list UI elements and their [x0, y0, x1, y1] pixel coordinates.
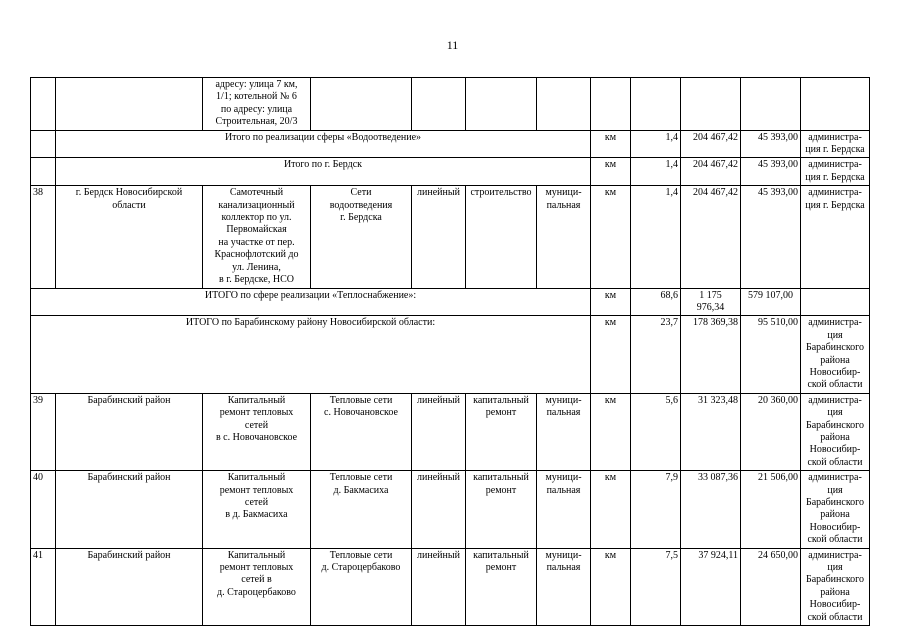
table-cell: 204 467,42 — [681, 130, 741, 158]
table-cell: муници- пальная — [537, 471, 591, 548]
table-cell: км — [591, 316, 631, 393]
table-row — [31, 130, 870, 158]
table-cell: 579 107,00 — [741, 288, 801, 316]
table-cell: капитальный ремонт — [466, 548, 537, 625]
table-cell: муници- пальная — [537, 393, 591, 470]
table-row — [31, 288, 870, 316]
table-cell: 204 467,42 — [681, 186, 741, 288]
table-cell: Тепловые сети д. Бакмасиха — [311, 471, 412, 548]
table-cell: 23,7 — [631, 316, 681, 393]
projects-table — [30, 77, 870, 626]
table-cell: капитальный ремонт — [466, 471, 537, 548]
table-cell: км — [591, 130, 631, 158]
table-body — [31, 78, 870, 626]
table-cell: Самотечный канализационный коллектор по ул. Первомайская на участке от пер. Краснофлотский до ул. Ленина, в г. Бердске, НСО — [203, 186, 311, 288]
table-cell: км — [591, 393, 631, 470]
table-cell: 40 — [31, 471, 56, 548]
table-cell: 33 087,36 — [681, 471, 741, 548]
table-cell: 178 369,38 — [681, 316, 741, 393]
table-cell — [591, 78, 631, 131]
table-cell: 5,6 — [631, 393, 681, 470]
table-cell — [741, 78, 801, 131]
table-cell: 7,5 — [631, 548, 681, 625]
table-cell — [311, 78, 412, 131]
table-cell: Итого по реализации сферы «Водоотведение» — [56, 130, 591, 158]
table-cell: км — [591, 186, 631, 288]
table-cell: км — [591, 548, 631, 625]
table-cell: линейный — [412, 393, 466, 470]
table-cell: 21 506,00 — [741, 471, 801, 548]
table-cell — [466, 78, 537, 131]
table-cell: 95 510,00 — [741, 316, 801, 393]
page-number: 11 — [446, 38, 459, 52]
table-cell: администра- ция г. Бердска — [801, 130, 870, 158]
table-cell: 7,9 — [631, 471, 681, 548]
table-cell: 31 323,48 — [681, 393, 741, 470]
table-cell: капитальный ремонт — [466, 393, 537, 470]
table-cell: 68,6 — [631, 288, 681, 316]
table-cell: 45 393,00 — [741, 186, 801, 288]
table-cell: администра- ция г. Бердска — [801, 158, 870, 186]
table-cell: администра- ция Барабинского района Новосибир- ской области — [801, 548, 870, 625]
table-cell: адресу: улица 7 км, 1/1; котельной № 6 по адресу: улица Строительная, 20/3 — [203, 78, 311, 131]
table-cell — [412, 78, 466, 131]
table-cell — [801, 288, 870, 316]
table-cell: 39 — [31, 393, 56, 470]
table-cell — [31, 158, 56, 186]
table-cell: 24 650,00 — [741, 548, 801, 625]
table-cell: км — [591, 288, 631, 316]
table-cell: 204 467,42 — [681, 158, 741, 186]
table-cell: Капитальный ремонт тепловых сетей в д. Бакмасиха — [203, 471, 311, 548]
table-row — [31, 158, 870, 186]
table-cell: 38 — [31, 186, 56, 288]
table-cell: 1,4 — [631, 186, 681, 288]
table-cell: 1 175 976,34 — [681, 288, 741, 316]
table-cell: муници- пальная — [537, 186, 591, 288]
table-cell: Тепловые сети с. Новочановское — [311, 393, 412, 470]
table-cell: 41 — [31, 548, 56, 625]
table-cell: Тепловые сети д. Староцербаково — [311, 548, 412, 625]
table-cell: Сети водоотведения г. Бердска — [311, 186, 412, 288]
table-cell: Капитальный ремонт тепловых сетей в д. Староцербаково — [203, 548, 311, 625]
table-cell: ИТОГО по Барабинскому району Новосибирской области: — [31, 316, 591, 393]
table-row — [31, 78, 870, 131]
table-cell: Капитальный ремонт тепловых сетей в с. Новочановское — [203, 393, 311, 470]
table-cell: ИТОГО по сфере реализации «Теплоснабжение»: — [31, 288, 591, 316]
table-row — [31, 393, 870, 470]
table-cell: администра- ция Барабинского района Новосибир- ской области — [801, 471, 870, 548]
table-cell: 45 393,00 — [741, 130, 801, 158]
table-cell — [537, 78, 591, 131]
table-row — [31, 471, 870, 548]
table-cell: 1,4 — [631, 158, 681, 186]
table-cell: линейный — [412, 471, 466, 548]
table-cell — [631, 78, 681, 131]
table-row — [31, 548, 870, 625]
table-cell: км — [591, 471, 631, 548]
table-cell — [681, 78, 741, 131]
table-cell: администра- ция г. Бердска — [801, 186, 870, 288]
table-cell: 20 360,00 — [741, 393, 801, 470]
table-cell: Барабинский район — [56, 548, 203, 625]
table-cell: км — [591, 158, 631, 186]
table-cell: Барабинский район — [56, 393, 203, 470]
table-cell: 45 393,00 — [741, 158, 801, 186]
table-cell: 37 924,11 — [681, 548, 741, 625]
table-row — [31, 186, 870, 288]
table-cell: Барабинский район — [56, 471, 203, 548]
table-cell — [31, 78, 56, 131]
table-cell: Итого по г. Бердск — [56, 158, 591, 186]
table-cell: линейный — [412, 186, 466, 288]
table-row — [31, 316, 870, 393]
table-cell — [56, 78, 203, 131]
table-cell: администра- ция Барабинского района Новосибир- ской области — [801, 393, 870, 470]
table-cell: г. Бердск Новосибирской области — [56, 186, 203, 288]
table-cell: 1,4 — [631, 130, 681, 158]
table-cell: муници- пальная — [537, 548, 591, 625]
table-cell: строительство — [466, 186, 537, 288]
table-cell — [801, 78, 870, 131]
table-cell: линейный — [412, 548, 466, 625]
table-cell — [31, 130, 56, 158]
table-cell: администра- ция Барабинского района Новосибир- ской области — [801, 316, 870, 393]
